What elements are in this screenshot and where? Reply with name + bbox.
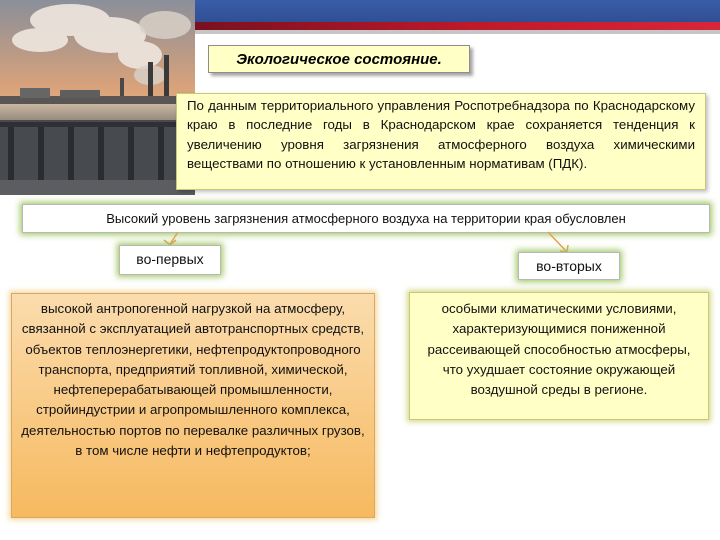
cause-box: Высокий уровень загрязнения атмосферного воздуха на территории края обусловлен — [22, 204, 710, 233]
connector-first — [164, 232, 178, 245]
second-reason-box: особыми климатическими условиями, характеризующимися пониженной рассеивающей способностью атмосферы, что ухудшает состояние окружающей воздушной среды в регионе. — [409, 292, 709, 420]
connector-second — [548, 232, 568, 252]
label-second: во-вторых — [518, 252, 620, 280]
label-first: во-первых — [119, 245, 221, 275]
slide-title: Экологическое состояние. — [208, 45, 470, 73]
first-reason-box: высокой антропогенной нагрузкой на атмосферу, связанной с эксплуатацией автотранспортных средств, объектов теплоэнергетики, нефтепродуктопроводного транспорта, предприятий топливной, химической, нефтеперерабатывающей промышленности, стройиндустрии и агропромышленного комплекса, деятельностью портов по перевалке различных грузов, в том числе нефти и нефтепродуктов; — [11, 293, 375, 518]
info-text-box: По данным территориального управления Роспотребнадзора по Краснодарскому краю в последние годы в Краснодарском крае сохраняется тенденция к увеличению уровня загрязнения атмосферного воздуха химическими веществами по отношению к установленным нормативам (ПДК). — [176, 93, 706, 190]
